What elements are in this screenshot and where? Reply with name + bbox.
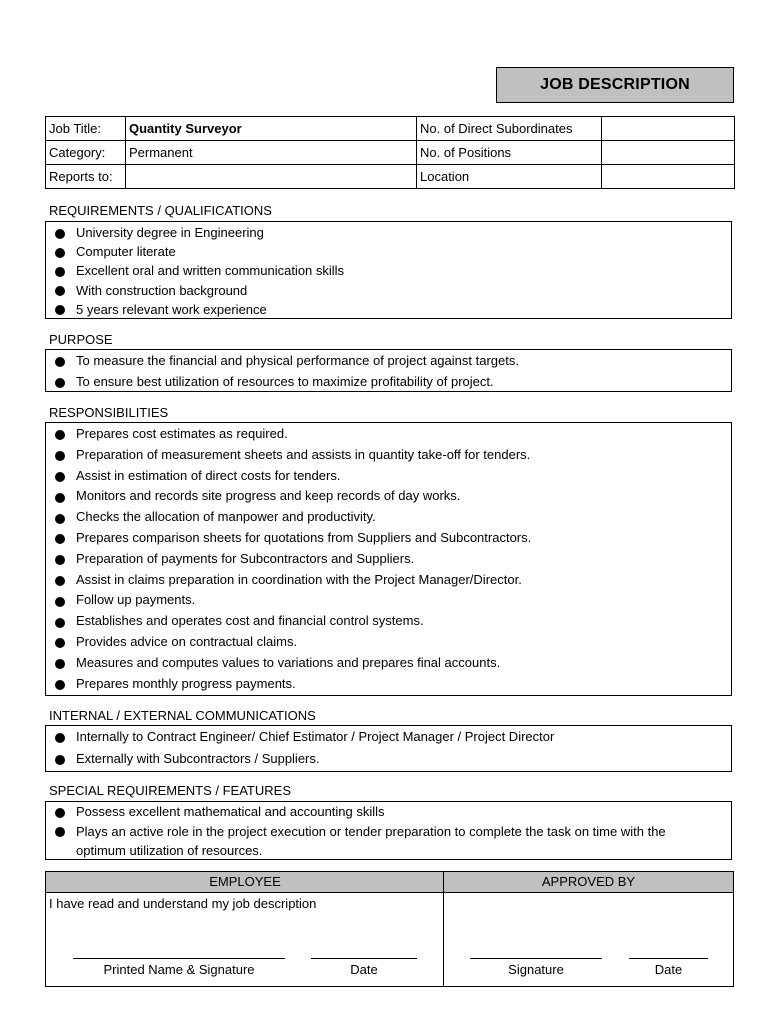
- list-item-text: Preparation of payments for Subcontractors and Suppliers.: [76, 550, 415, 566]
- list-item: [46, 424, 731, 445]
- special-list: [46, 802, 731, 861]
- signoff-table: [45, 871, 734, 987]
- list-item-text: Establishes and operates cost and financial control systems.: [76, 613, 424, 629]
- responsibilities-heading: RESPONSIBILITIES: [49, 405, 169, 420]
- list-item-text: To ensure best utilization of resources to maximize profitability of project.: [76, 374, 494, 389]
- list-item-text: Prepares comparison sheets for quotations from Suppliers and Subcontractors.: [76, 529, 532, 545]
- communications-heading: INTERNAL / EXTERNAL COMMUNICATIONS: [49, 708, 316, 723]
- bullet-icon: [55, 267, 65, 277]
- bullet-icon: [55, 659, 65, 669]
- bullet-icon: [55, 755, 65, 765]
- list-item: [46, 445, 731, 466]
- list-item-text: 5 years relevant work experience: [76, 301, 267, 317]
- list-item: [46, 674, 731, 695]
- bullet-icon: [55, 534, 65, 544]
- communications-box: [45, 725, 732, 772]
- list-item: [46, 223, 731, 242]
- list-item: [46, 281, 731, 300]
- requirements-heading: REQUIREMENTS / QUALIFICATIONS: [49, 203, 272, 218]
- list-item-text: Possess excellent mathematical and accounting skills: [76, 804, 385, 819]
- positions-value: [602, 141, 735, 165]
- list-item-text: Plays an active role in the project execution or tender preparation to complete the task on time with the optimum utilization of resources.: [76, 823, 666, 858]
- bullet-icon: [55, 555, 65, 565]
- responsibilities-list: [46, 424, 731, 694]
- responsibilities-box: [45, 422, 732, 696]
- employee-header: EMPLOYEE: [46, 872, 444, 893]
- job-info-table: [45, 116, 735, 189]
- bullet-icon: [55, 514, 65, 524]
- list-item: [46, 632, 731, 653]
- bullet-icon: [55, 618, 65, 628]
- employee-date-line[interactable]: [311, 958, 417, 959]
- list-item: [46, 590, 731, 611]
- list-item-text: Provides advice on contractual claims.: [76, 633, 298, 649]
- bullet-icon: [55, 733, 65, 743]
- approved-by-header: APPROVED BY: [444, 872, 733, 893]
- list-item: [46, 242, 731, 261]
- list-item-text: Preparation of measurement sheets and assists in quantity take-off for tenders.: [76, 446, 531, 462]
- list-item: [46, 261, 731, 280]
- list-item-text: With construction background: [76, 282, 248, 298]
- requirements-box: [45, 221, 732, 319]
- bullet-icon: [55, 576, 65, 586]
- document-title: JOB DESCRIPTION: [496, 67, 734, 103]
- category-label: Category:: [46, 141, 126, 165]
- list-item-text: Prepares cost estimates as required.: [76, 426, 288, 441]
- bullet-icon: [55, 680, 65, 690]
- bullet-icon: [55, 472, 65, 482]
- bullet-icon: [55, 248, 65, 258]
- purpose-list: [46, 350, 731, 392]
- reports-label: Reports to:: [46, 165, 126, 189]
- reports-row: [46, 165, 735, 189]
- bullet-icon: [55, 808, 65, 818]
- printed-name-caption: Printed Name & Signature: [103, 962, 255, 977]
- list-item-text: Internally to Contract Engineer/ Chief Estimator / Project Manager / Project Director: [76, 729, 555, 744]
- bullet-icon: [55, 451, 65, 461]
- list-item: [46, 653, 731, 674]
- list-item-text: Measures and computes values to variations and prepares final accounts.: [76, 654, 501, 670]
- bullet-icon: [55, 305, 65, 315]
- approver-signature-line[interactable]: [470, 958, 602, 959]
- list-item: [46, 486, 731, 507]
- list-item-text: Assist in estimation of direct costs for tenders.: [76, 467, 341, 483]
- list-item-text: Assist in claims preparation in coordination with the Project Manager/Director.: [76, 571, 522, 587]
- list-item: [46, 507, 731, 528]
- bullet-icon: [55, 638, 65, 648]
- bullet-icon: [55, 378, 65, 388]
- list-item-text: Monitors and records site progress and keep records of day works.: [76, 488, 461, 504]
- list-item: [46, 466, 731, 487]
- bullet-icon: [55, 286, 65, 296]
- list-item: [46, 549, 731, 570]
- bullet-icon: [55, 229, 65, 239]
- list-item-text: University degree in Engineering: [76, 225, 264, 240]
- list-item: [46, 300, 731, 319]
- list-item-text: Externally with Subcontractors / Suppliers.: [76, 751, 320, 766]
- printed-name-line[interactable]: [73, 958, 285, 959]
- positions-label: No. of Positions: [417, 141, 602, 165]
- special-box: [45, 801, 732, 860]
- list-item-text: To measure the financial and physical performance of project against targets.: [76, 353, 519, 368]
- requirements-list: [46, 223, 731, 319]
- location-label: Location: [417, 165, 602, 189]
- bullet-icon: [55, 827, 65, 837]
- list-item: [46, 570, 731, 591]
- approver-date-caption: Date: [654, 962, 683, 977]
- bullet-icon: [55, 430, 65, 440]
- list-item: [46, 528, 731, 549]
- bullet-icon: [55, 493, 65, 503]
- signoff-divider: [443, 872, 444, 986]
- list-item-text: Computer literate: [76, 244, 176, 260]
- reports-value: [126, 165, 417, 189]
- list-item: [46, 802, 731, 822]
- approver-signature-caption: Signature: [508, 962, 564, 977]
- location-value: [602, 165, 735, 189]
- job-title-value: Quantity Surveyor: [126, 117, 417, 141]
- approver-date-line[interactable]: [629, 958, 708, 959]
- communications-list: [46, 726, 731, 770]
- purpose-box: [45, 349, 732, 392]
- list-item: [46, 748, 731, 770]
- list-item-text: Checks the allocation of manpower and productivity.: [76, 509, 376, 525]
- acknowledgement-statement: I have read and understand my job description: [49, 896, 317, 911]
- special-heading: SPECIAL REQUIREMENTS / FEATURES: [49, 783, 291, 798]
- subordinates-value: [602, 117, 735, 141]
- job-title-row: [46, 117, 735, 141]
- subordinates-label: No. of Direct Subordinates: [417, 117, 602, 141]
- bullet-icon: [55, 597, 65, 607]
- list-item: [46, 726, 731, 748]
- list-item-text: Excellent oral and written communication skills: [76, 263, 345, 279]
- list-item-text: Prepares monthly progress payments.: [76, 675, 296, 691]
- list-item: [46, 350, 731, 371]
- purpose-heading: PURPOSE: [49, 332, 113, 347]
- list-item: [46, 822, 731, 861]
- list-item: [46, 371, 731, 392]
- list-item: [46, 611, 731, 632]
- category-value: Permanent: [126, 141, 417, 165]
- list-item-text: Follow up payments.: [76, 592, 196, 608]
- category-row: [46, 141, 735, 165]
- employee-date-caption: Date: [350, 962, 378, 977]
- job-title-label: Job Title:: [46, 117, 126, 141]
- bullet-icon: [55, 357, 65, 367]
